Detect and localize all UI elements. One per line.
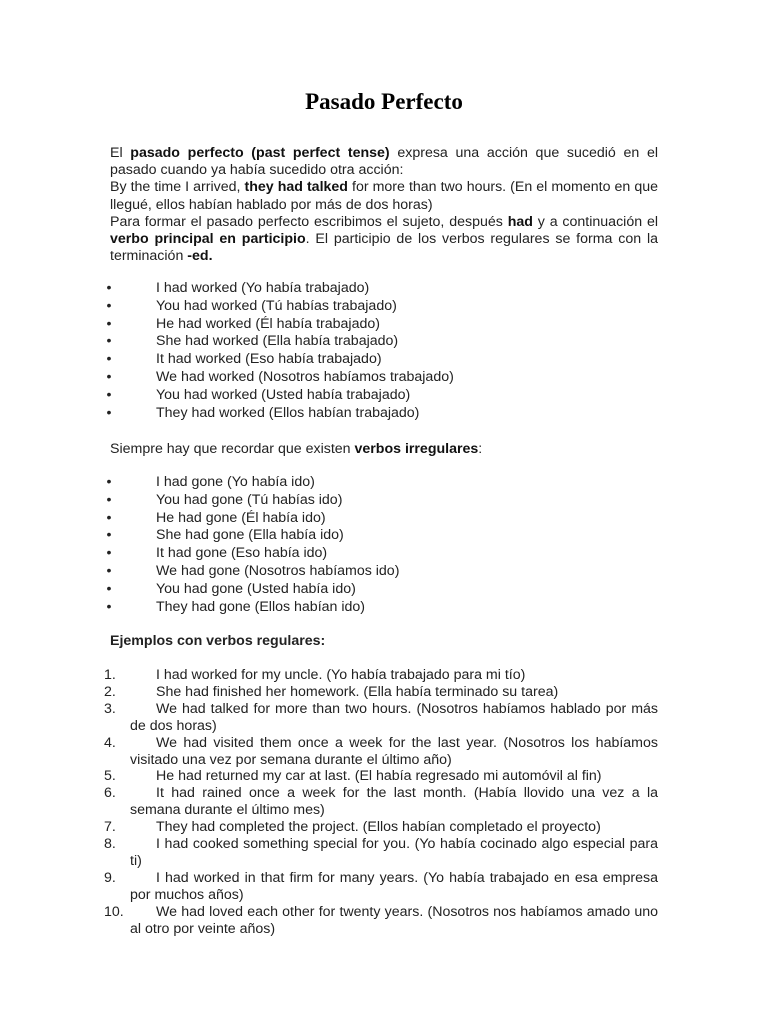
intro-bold-term: had [507,213,533,230]
intro-text: expresa una acción que sucedió en el pasado cuando ya había sucedido otra acción: [110,145,658,179]
list-item-text: I had gone (Yo había ido) [156,474,315,490]
intro-bold-term: they had talked [244,179,348,196]
example-text: He had returned my car at last. (El había regresado mi automóvil al fin) [156,768,602,785]
list-item-text: She had gone (Ella había ido) [156,527,344,544]
list-item-text: She had worked (Ella había trabajado) [156,333,399,350]
example-item [104,768,658,785]
intro-bold-term: -ed. [187,248,213,265]
list-item [104,563,399,581]
list-item [104,369,454,387]
example-number: 8. [104,836,116,853]
intro-text: Para formar el pasado perfecto escribimos el sujeto, después [110,213,508,230]
irregular-intro-bold: verbos irregulares [354,441,479,457]
list-item [104,474,399,492]
list-item [104,599,399,617]
bullet-icon: • [106,386,112,403]
list-item-text: You had gone (Tú habías ido) [156,491,343,508]
list-item-text: You had gone (Usted había ido) [156,580,356,597]
irregular-intro-text: : [478,441,483,457]
example-number: 5. [104,768,116,785]
intro-paragraph-1 [110,145,658,179]
list-item-text: It had worked (Eso había trabajado) [156,351,382,368]
bullet-icon: • [106,491,112,508]
intro-text: By the time I arrived, [110,179,245,196]
bullet-icon: • [106,333,112,350]
example-item [104,819,658,836]
bullet-icon: • [106,368,112,385]
example-item [104,701,658,735]
list-item [104,333,454,351]
list-item [104,581,399,599]
bullet-icon: • [106,351,112,368]
example-text: It had rained once a week for the last month. (Había llovido una vez a la semana durante el último mes) [130,785,658,819]
example-text: I had cooked something special for you. (Yo había cocinado algo especial para ti) [130,836,658,869]
example-number: 4. [104,734,116,751]
list-item-text: I had worked (Yo había trabajado) [156,280,370,296]
list-item-text: He had worked (Él había trabajado) [156,315,380,332]
list-item [104,492,399,510]
list-item-text: He had gone (Él había ido) [156,509,326,526]
example-number: 9. [104,869,116,886]
example-item [104,836,658,870]
example-number: 6. [104,785,116,802]
bullet-icon: • [106,580,112,597]
irregular-verbs-list [104,474,399,616]
bullet-icon: • [106,315,112,332]
bullet-icon: • [106,545,112,562]
example-number: 1. [104,667,116,683]
intro-text: El [110,145,131,161]
intro-bold-term: pasado perfecto (past perfect tense) [130,145,390,161]
intro-paragraph-3 [110,214,658,266]
example-item [104,667,658,684]
example-item [104,735,658,769]
irregular-intro [110,441,658,458]
bullet-icon: • [106,509,112,526]
bullet-icon: • [106,598,112,615]
list-item-text: You had worked (Usted había trabajado) [156,386,411,403]
list-item [104,510,399,528]
list-item-text: They had gone (Ellos habían ido) [156,598,366,615]
example-number: 2. [104,683,116,700]
example-text: I had worked for my uncle. (Yo había trabajado para mi tío) [156,667,526,683]
list-item-text: You had worked (Tú habías trabajado) [156,297,397,314]
list-item-text: We had gone (Nosotros habíamos ido) [156,562,400,579]
list-item-text: We had worked (Nosotros habíamos trabajado) [156,368,454,385]
example-text: She had finished her homework. (Ella había terminado su tarea) [156,683,559,700]
example-item [104,904,658,938]
bullet-icon: • [106,527,112,544]
example-item [104,785,658,819]
irregular-intro-text: Siempre hay que recordar que existen [110,441,355,457]
example-number: 7. [104,819,116,836]
example-item [104,870,658,904]
example-number: 10. [104,903,124,920]
list-item [104,351,454,369]
example-item [104,684,658,701]
list-item [104,387,454,405]
example-text: They had completed the project. (Ellos habían completado el proyecto) [156,819,601,836]
example-text: We had loved each other for twenty years. (Nosotros nos habíamos amado uno al otro por veinte años) [130,903,658,937]
intro-text: . El participio de los verbos regulares se forma con la terminación [110,231,658,265]
examples-list [104,667,658,938]
intro-text: for more than two hours. (En el momento en que llegué, ellos habían hablado por más de dos horas) [110,179,658,213]
intro-text: y a continuación el [532,213,658,230]
list-item [104,545,399,563]
example-number: 3. [104,700,116,717]
list-item [104,280,454,298]
example-text: I had worked in that firm for many years. (Yo había trabajado en esa empresa por muchos años) [130,869,658,903]
example-text: We had talked for more than two hours. (Nosotros habíamos hablado por más de dos horas) [130,700,658,734]
bullet-icon: • [106,474,112,490]
list-item [104,298,454,316]
intro-section [110,145,658,265]
page-title: Pasado Perfecto [305,89,463,114]
bullet-icon: • [106,404,112,421]
intro-bold-term: verbo principal en participio [110,231,306,248]
bullet-icon: • [106,280,112,296]
intro-paragraph-2 [110,179,658,213]
list-item [104,527,399,545]
examples-heading: Ejemplos con verbos regulares: [110,633,326,649]
list-item [104,316,454,334]
bullet-icon: • [106,562,112,579]
list-item-text: It had gone (Eso había ido) [156,545,328,562]
list-item [104,405,454,423]
regular-verbs-list [104,280,454,422]
bullet-icon: • [106,297,112,314]
example-text: We had visited them once a week for the last year. (Nosotros los habíamos visitado una vez por semana durante el último año) [130,734,658,768]
list-item-text: They had worked (Ellos habían trabajado) [156,404,420,421]
